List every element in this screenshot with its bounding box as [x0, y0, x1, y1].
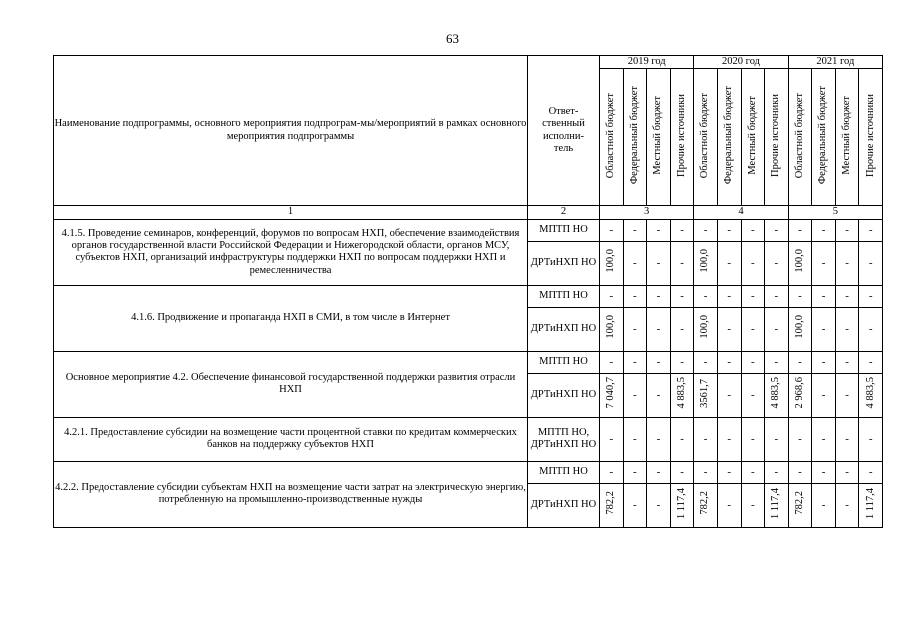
- budget-value: -: [821, 289, 826, 302]
- budget-value-cell: [647, 483, 671, 527]
- header-source-label: Прочие источники: [864, 93, 876, 177]
- budget-value-cell: [812, 373, 836, 417]
- budget-value: -: [868, 465, 873, 478]
- header-source-cell: [741, 69, 765, 206]
- measure-name: 4.2.1. Предоставление субсидии на возмещение части процентной ставки по кредитам коммерческих банков на поддержку субъектов НХП: [54, 417, 528, 461]
- budget-value-cell: [717, 219, 741, 241]
- budget-value: -: [868, 355, 873, 368]
- budget-value-cell: [859, 241, 883, 285]
- table-row: [54, 351, 883, 373]
- budget-value-cell: [717, 307, 741, 351]
- budget-value: 100,0: [793, 249, 805, 273]
- table-row: [54, 285, 883, 307]
- budget-value-cell: [694, 461, 718, 483]
- budget-value-cell: [647, 351, 671, 373]
- budget-value: -: [821, 256, 826, 269]
- budget-value-cell: [623, 351, 647, 373]
- header-year-2019: 2019 год: [600, 56, 694, 69]
- executor-cell: ДРТиНХП НО: [528, 241, 600, 285]
- budget-value-cell: [788, 241, 812, 285]
- budget-value-cell: [670, 461, 694, 483]
- budget-value: -: [656, 498, 661, 511]
- header-source-label: Областной бюджет: [605, 92, 617, 178]
- budget-value-cell: [670, 241, 694, 285]
- header-source-cell: [670, 69, 694, 206]
- budget-value-cell: [741, 483, 765, 527]
- budget-value: -: [727, 322, 732, 335]
- budget-value: -: [774, 256, 779, 269]
- column-number: 4: [694, 206, 788, 219]
- budget-value: -: [774, 223, 779, 236]
- header-source-cell: [859, 69, 883, 206]
- budget-value-cell: [600, 307, 624, 351]
- budget-value-cell: [670, 417, 694, 461]
- budget-value: 100,0: [605, 249, 617, 273]
- budget-value-cell: [741, 219, 765, 241]
- header-source-label: Областной бюджет: [699, 92, 711, 178]
- measure-name: 4.2.2. Предоставление субсидии субъектам НХП на возмещение части затрат на электрическую энергию, потребленную на промышленно-производственные нужды: [54, 461, 528, 527]
- budget-value-cell: [670, 219, 694, 241]
- budget-value-cell: [600, 417, 624, 461]
- budget-value-cell: [859, 483, 883, 527]
- budget-value-cell: [788, 483, 812, 527]
- header-name-column: Наименование подпрограммы, основного мероприятия подпрограм-мы/мероприятий в рамках основного мероприятия подпрограммы: [54, 56, 528, 206]
- budget-value-cell: [694, 307, 718, 351]
- budget-value: -: [868, 432, 873, 445]
- budget-value: -: [633, 223, 637, 236]
- budget-value-cell: [835, 351, 859, 373]
- budget-value-cell: [741, 351, 765, 373]
- budget-value-cell: [859, 351, 883, 373]
- budget-value: -: [633, 289, 637, 302]
- budget-value-cell: [623, 219, 647, 241]
- budget-value: -: [633, 432, 637, 445]
- budget-value-cell: [741, 307, 765, 351]
- budget-value: -: [727, 256, 732, 269]
- column-number: 3: [600, 206, 694, 219]
- budget-value-cell: [812, 285, 836, 307]
- budget-value: -: [845, 498, 849, 511]
- budget-value-cell: [835, 483, 859, 527]
- budget-value: -: [727, 388, 732, 401]
- budget-value: -: [821, 322, 826, 335]
- budget-value: 100,0: [605, 315, 617, 339]
- budget-value-cell: [788, 373, 812, 417]
- budget-value: -: [727, 355, 732, 368]
- budget-value: -: [680, 256, 684, 269]
- budget-value: -: [609, 289, 614, 302]
- budget-value-cell: [623, 285, 647, 307]
- executor-cell: МПТП НО, ДРТиНХП НО: [528, 417, 600, 461]
- measure-name: 4.1.6. Продвижение и пропаганда НХП в СМИ, в том числе в Интернет: [54, 285, 528, 351]
- budget-value-cell: [600, 219, 624, 241]
- budget-value: 782,2: [699, 491, 711, 515]
- header-source-label: Областной бюджет: [793, 92, 805, 178]
- table-row: [54, 219, 883, 241]
- budget-value: -: [656, 289, 661, 302]
- budget-value: -: [798, 355, 802, 368]
- budget-value: 4 883,5: [675, 377, 687, 409]
- budget-value-cell: [647, 373, 671, 417]
- budget-value: -: [727, 498, 732, 511]
- budget-value-cell: [600, 483, 624, 527]
- budget-value: -: [845, 465, 849, 478]
- budget-value-cell: [859, 417, 883, 461]
- budget-value-cell: [623, 241, 647, 285]
- budget-value: -: [703, 355, 708, 368]
- budget-value-cell: [717, 483, 741, 527]
- budget-value: -: [845, 355, 849, 368]
- executor-cell: МПТП НО: [528, 351, 600, 373]
- budget-value: -: [798, 223, 802, 236]
- budget-value: -: [656, 432, 661, 445]
- header-source-cell: [717, 69, 741, 206]
- budget-value-cell: [812, 307, 836, 351]
- budget-value-cell: [670, 351, 694, 373]
- budget-value: -: [798, 289, 802, 302]
- header-source-cell: [694, 69, 718, 206]
- measure-name: Основное мероприятие 4.2. Обеспечение финансовой государственной поддержки развития отрасли НХП: [54, 351, 528, 417]
- budget-value: -: [750, 465, 755, 478]
- header-source-cell: [835, 69, 859, 206]
- header-source-label: Прочие источники: [675, 93, 687, 177]
- header-source-cell: [647, 69, 671, 206]
- budget-value: -: [609, 432, 614, 445]
- budget-value-cell: [670, 483, 694, 527]
- budget-value: -: [609, 465, 614, 478]
- budget-value: -: [798, 465, 802, 478]
- header-source-label: Местный бюджет: [840, 95, 852, 175]
- budget-value: -: [633, 498, 637, 511]
- budget-value-cell: [670, 285, 694, 307]
- budget-value: 4 883,5: [864, 377, 876, 409]
- budget-value: -: [656, 465, 661, 478]
- header-executor-column: Ответ-ственный исполни-тель: [528, 56, 600, 206]
- column-number: 1: [54, 206, 528, 219]
- budget-value: -: [821, 498, 826, 511]
- budget-value-cell: [788, 417, 812, 461]
- budget-value: -: [821, 223, 826, 236]
- budget-value: -: [774, 322, 779, 335]
- budget-value: 1 117,4: [864, 487, 876, 519]
- budget-value: -: [845, 256, 849, 269]
- budget-value-cell: [835, 241, 859, 285]
- executor-cell: ДРТиНХП НО: [528, 483, 600, 527]
- budget-value: -: [750, 322, 755, 335]
- budget-value: -: [845, 432, 849, 445]
- column-numbers-row: [54, 206, 883, 219]
- budget-value: -: [774, 432, 779, 445]
- budget-value: -: [633, 388, 637, 401]
- budget-value: -: [680, 355, 684, 368]
- budget-value-cell: [694, 373, 718, 417]
- budget-value: -: [727, 432, 732, 445]
- budget-value-cell: [694, 285, 718, 307]
- budget-value: 782,2: [605, 491, 617, 515]
- budget-value: -: [774, 355, 779, 368]
- budget-value-cell: [647, 219, 671, 241]
- budget-value-cell: [647, 285, 671, 307]
- budget-value-cell: [859, 461, 883, 483]
- budget-value: -: [633, 355, 637, 368]
- budget-value-cell: [670, 307, 694, 351]
- budget-value-cell: [717, 417, 741, 461]
- budget-value-cell: [623, 461, 647, 483]
- budget-value-cell: [765, 219, 789, 241]
- budget-value: -: [868, 289, 873, 302]
- budget-value-cell: [694, 483, 718, 527]
- header-source-cell: [788, 69, 812, 206]
- budget-value-cell: [717, 285, 741, 307]
- budget-value: 782,2: [793, 491, 805, 515]
- budget-value-cell: [835, 307, 859, 351]
- header-source-label: Федеральный бюджет: [628, 86, 640, 185]
- budget-value-cell: [788, 219, 812, 241]
- budget-value-cell: [859, 373, 883, 417]
- budget-value: -: [845, 223, 849, 236]
- budget-value-cell: [647, 307, 671, 351]
- budget-value-cell: [859, 285, 883, 307]
- budget-value-cell: [694, 241, 718, 285]
- budget-value: 100,0: [699, 249, 711, 273]
- budget-value-cell: [765, 351, 789, 373]
- budget-value-cell: [765, 483, 789, 527]
- column-number: 5: [788, 206, 882, 219]
- budget-value-cell: [694, 219, 718, 241]
- budget-value: -: [680, 465, 684, 478]
- budget-value: -: [703, 432, 708, 445]
- header-source-label: Федеральный бюджет: [723, 86, 735, 185]
- budget-value-cell: [600, 241, 624, 285]
- budget-value-cell: [812, 461, 836, 483]
- budget-value: -: [656, 322, 661, 335]
- budget-value: -: [750, 223, 755, 236]
- budget-value-cell: [717, 373, 741, 417]
- budget-value: 7 040,7: [605, 377, 617, 409]
- budget-value: -: [727, 289, 732, 302]
- budget-value-cell: [835, 219, 859, 241]
- budget-value-cell: [741, 373, 765, 417]
- budget-value: -: [798, 432, 802, 445]
- budget-value-cell: [859, 307, 883, 351]
- header-source-cell: [600, 69, 624, 206]
- header-source-cell: [623, 69, 647, 206]
- budget-value-cell: [647, 417, 671, 461]
- budget-value-cell: [647, 461, 671, 483]
- budget-value: -: [868, 223, 873, 236]
- budget-value-cell: [812, 351, 836, 373]
- budget-value: 4 883,5: [770, 377, 782, 409]
- budget-value: -: [845, 388, 849, 401]
- budget-value-cell: [835, 373, 859, 417]
- column-number: 2: [528, 206, 600, 219]
- budget-value: -: [868, 322, 873, 335]
- budget-value: -: [680, 223, 684, 236]
- budget-value-cell: [741, 461, 765, 483]
- budget-value-cell: [717, 461, 741, 483]
- header-source-label: Федеральный бюджет: [817, 86, 829, 185]
- budget-value: -: [750, 498, 755, 511]
- budget-value-cell: [812, 219, 836, 241]
- budget-value-cell: [788, 351, 812, 373]
- budget-value: -: [750, 256, 755, 269]
- budget-value-cell: [812, 241, 836, 285]
- budget-value: -: [821, 355, 826, 368]
- budget-value: -: [845, 289, 849, 302]
- budget-value: -: [656, 223, 661, 236]
- header-year-2020: 2020 год: [694, 56, 788, 69]
- header-source-label: Местный бюджет: [746, 95, 758, 175]
- budget-value-cell: [765, 461, 789, 483]
- budget-value: -: [656, 355, 661, 368]
- budget-value: -: [609, 223, 614, 236]
- budget-value: -: [821, 388, 826, 401]
- header-row-years: [54, 56, 883, 69]
- header-year-2021: 2021 год: [788, 56, 882, 69]
- budget-value-cell: [835, 417, 859, 461]
- header-source-cell: [765, 69, 789, 206]
- executor-cell: МПТП НО: [528, 285, 600, 307]
- executor-cell: МПТП НО: [528, 219, 600, 241]
- budget-value-cell: [741, 241, 765, 285]
- executor-cell: ДРТиНХП НО: [528, 307, 600, 351]
- budget-value: -: [750, 432, 755, 445]
- budget-value-cell: [623, 417, 647, 461]
- budget-value: 3561,7: [699, 378, 711, 408]
- budget-value-cell: [694, 417, 718, 461]
- budget-value-cell: [741, 417, 765, 461]
- budget-value-cell: [765, 307, 789, 351]
- budget-value: -: [821, 465, 826, 478]
- budget-value: -: [680, 289, 684, 302]
- budget-value: 1 117,4: [675, 487, 687, 519]
- budget-value-cell: [765, 373, 789, 417]
- budget-value: -: [680, 432, 684, 445]
- budget-value: 100,0: [699, 315, 711, 339]
- budget-value: -: [633, 322, 637, 335]
- budget-value-cell: [600, 373, 624, 417]
- budget-value-cell: [717, 351, 741, 373]
- budget-value-cell: [765, 285, 789, 307]
- budget-value: -: [656, 256, 661, 269]
- budget-value-cell: [812, 417, 836, 461]
- budget-table: [53, 55, 883, 528]
- budget-value: 100,0: [793, 315, 805, 339]
- budget-value-cell: [647, 241, 671, 285]
- budget-value: -: [821, 432, 826, 445]
- table-row: [54, 461, 883, 483]
- budget-value: -: [727, 465, 732, 478]
- budget-value: -: [703, 465, 708, 478]
- budget-value: -: [774, 289, 779, 302]
- budget-value-cell: [788, 461, 812, 483]
- budget-value: -: [633, 465, 637, 478]
- header-source-label: Прочие источники: [770, 93, 782, 177]
- budget-value: -: [750, 289, 755, 302]
- executor-cell: МПТП НО: [528, 461, 600, 483]
- executor-cell: ДРТиНХП НО: [528, 373, 600, 417]
- budget-value: -: [703, 223, 708, 236]
- budget-value: -: [750, 355, 755, 368]
- budget-value-cell: [765, 417, 789, 461]
- budget-value: -: [845, 322, 849, 335]
- header-source-label: Местный бюджет: [652, 95, 664, 175]
- budget-value-cell: [623, 373, 647, 417]
- budget-value: -: [774, 465, 779, 478]
- budget-value: -: [727, 223, 732, 236]
- budget-value: -: [868, 256, 873, 269]
- table-row: [54, 417, 883, 461]
- budget-value-cell: [741, 285, 765, 307]
- budget-value: -: [703, 289, 708, 302]
- budget-value-cell: [835, 285, 859, 307]
- budget-value: 1 117,4: [770, 487, 782, 519]
- budget-value-cell: [835, 461, 859, 483]
- budget-value-cell: [623, 483, 647, 527]
- header-source-cell: [812, 69, 836, 206]
- budget-value-cell: [670, 373, 694, 417]
- budget-value-cell: [717, 241, 741, 285]
- budget-value-cell: [600, 351, 624, 373]
- budget-value-cell: [812, 483, 836, 527]
- budget-value: -: [633, 256, 637, 269]
- budget-value-cell: [765, 241, 789, 285]
- budget-value: -: [656, 388, 661, 401]
- page-number: 63: [446, 31, 459, 46]
- budget-value-cell: [788, 285, 812, 307]
- budget-value-cell: [694, 351, 718, 373]
- budget-value-cell: [859, 219, 883, 241]
- budget-value: 2 968,6: [793, 377, 805, 409]
- budget-value-cell: [623, 307, 647, 351]
- budget-value-cell: [788, 307, 812, 351]
- measure-name: 4.1.5. Проведение семинаров, конференций, форумов по вопросам НХП, обеспечение взаимодействия органов государственной власти Российской Федерации и Нижегородской области, органов МСУ, субъектов НХП, организаций инфраструктуры поддержки НХП по вопросам поддержки НХП и ремесленничества: [54, 219, 528, 285]
- budget-value-cell: [600, 461, 624, 483]
- budget-value: -: [609, 355, 614, 368]
- budget-value: -: [750, 388, 755, 401]
- budget-value-cell: [600, 285, 624, 307]
- budget-value: -: [680, 322, 684, 335]
